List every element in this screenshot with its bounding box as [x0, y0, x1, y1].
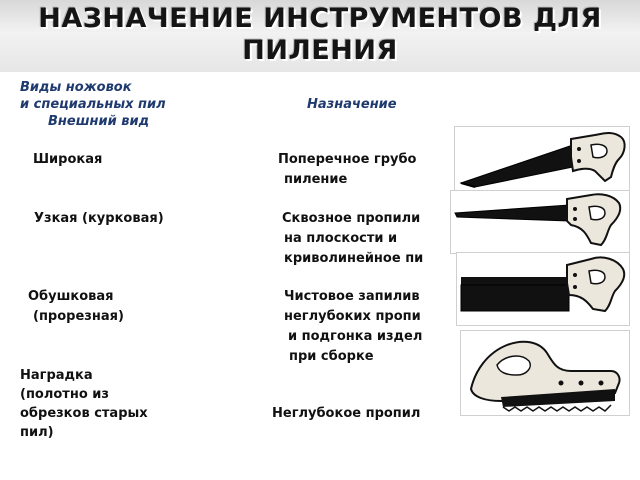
row-1-purpose-line-1: Поперечное грубо — [278, 152, 417, 167]
header-appearance: Внешний вид — [48, 114, 150, 129]
narrow-handsaw-icon — [451, 191, 629, 253]
row-3-purpose-line-3: и подгонка издел — [288, 329, 423, 344]
row-3-purpose-line-2: неглубоких пропи — [284, 309, 421, 324]
row-3-purpose-line-1: Чистовое запилив — [284, 289, 420, 304]
row-4-saw-name-line-2: (полотно из — [20, 387, 109, 402]
back-saw-picture — [456, 252, 630, 326]
wide-handsaw-icon — [455, 127, 629, 191]
row-2-purpose-line-2: на плоскости и — [284, 231, 398, 246]
row-1-saw-name: Широкая — [33, 152, 103, 167]
nagradka-saw-icon — [461, 331, 629, 415]
narrow-handsaw-picture — [450, 190, 630, 254]
title-banner — [0, 0, 640, 72]
row-3-purpose-line-4: при сборке — [289, 349, 374, 364]
row-4-saw-name-line-4: пил) — [20, 425, 54, 440]
wide-handsaw-picture — [454, 126, 630, 192]
row-2-purpose-line-1: Сквозное пропили — [282, 211, 421, 226]
header-saw-types-line-2: и специальных пил — [20, 97, 166, 112]
row-2-saw-name: Узкая (курковая) — [34, 211, 164, 226]
back-saw-icon — [457, 253, 629, 325]
row-4-saw-name-line-1: Наградка — [20, 368, 93, 383]
header-saw-types-line-1: Виды ножовок — [20, 80, 132, 95]
row-4-saw-name-line-3: обрезков старых — [20, 406, 148, 421]
row-3-saw-name-line-2: (прорезная) — [33, 309, 124, 324]
row-2-purpose-line-3: криволинейное пи — [284, 251, 424, 266]
page-title-line-2: ПИЛЕНИЯ — [242, 35, 398, 66]
row-4-purpose-line-1: Неглубокое пропил — [272, 406, 421, 421]
row-3-saw-name-line-1: Обушковая — [28, 289, 114, 304]
page-title-line-1: НАЗНАЧЕНИЕ ИНСТРУМЕНТОВ ДЛЯ — [38, 3, 602, 34]
nagradka-saw-picture — [460, 330, 630, 416]
row-1-purpose-line-2: пиление — [284, 172, 348, 187]
header-purpose: Назначение — [307, 97, 397, 112]
